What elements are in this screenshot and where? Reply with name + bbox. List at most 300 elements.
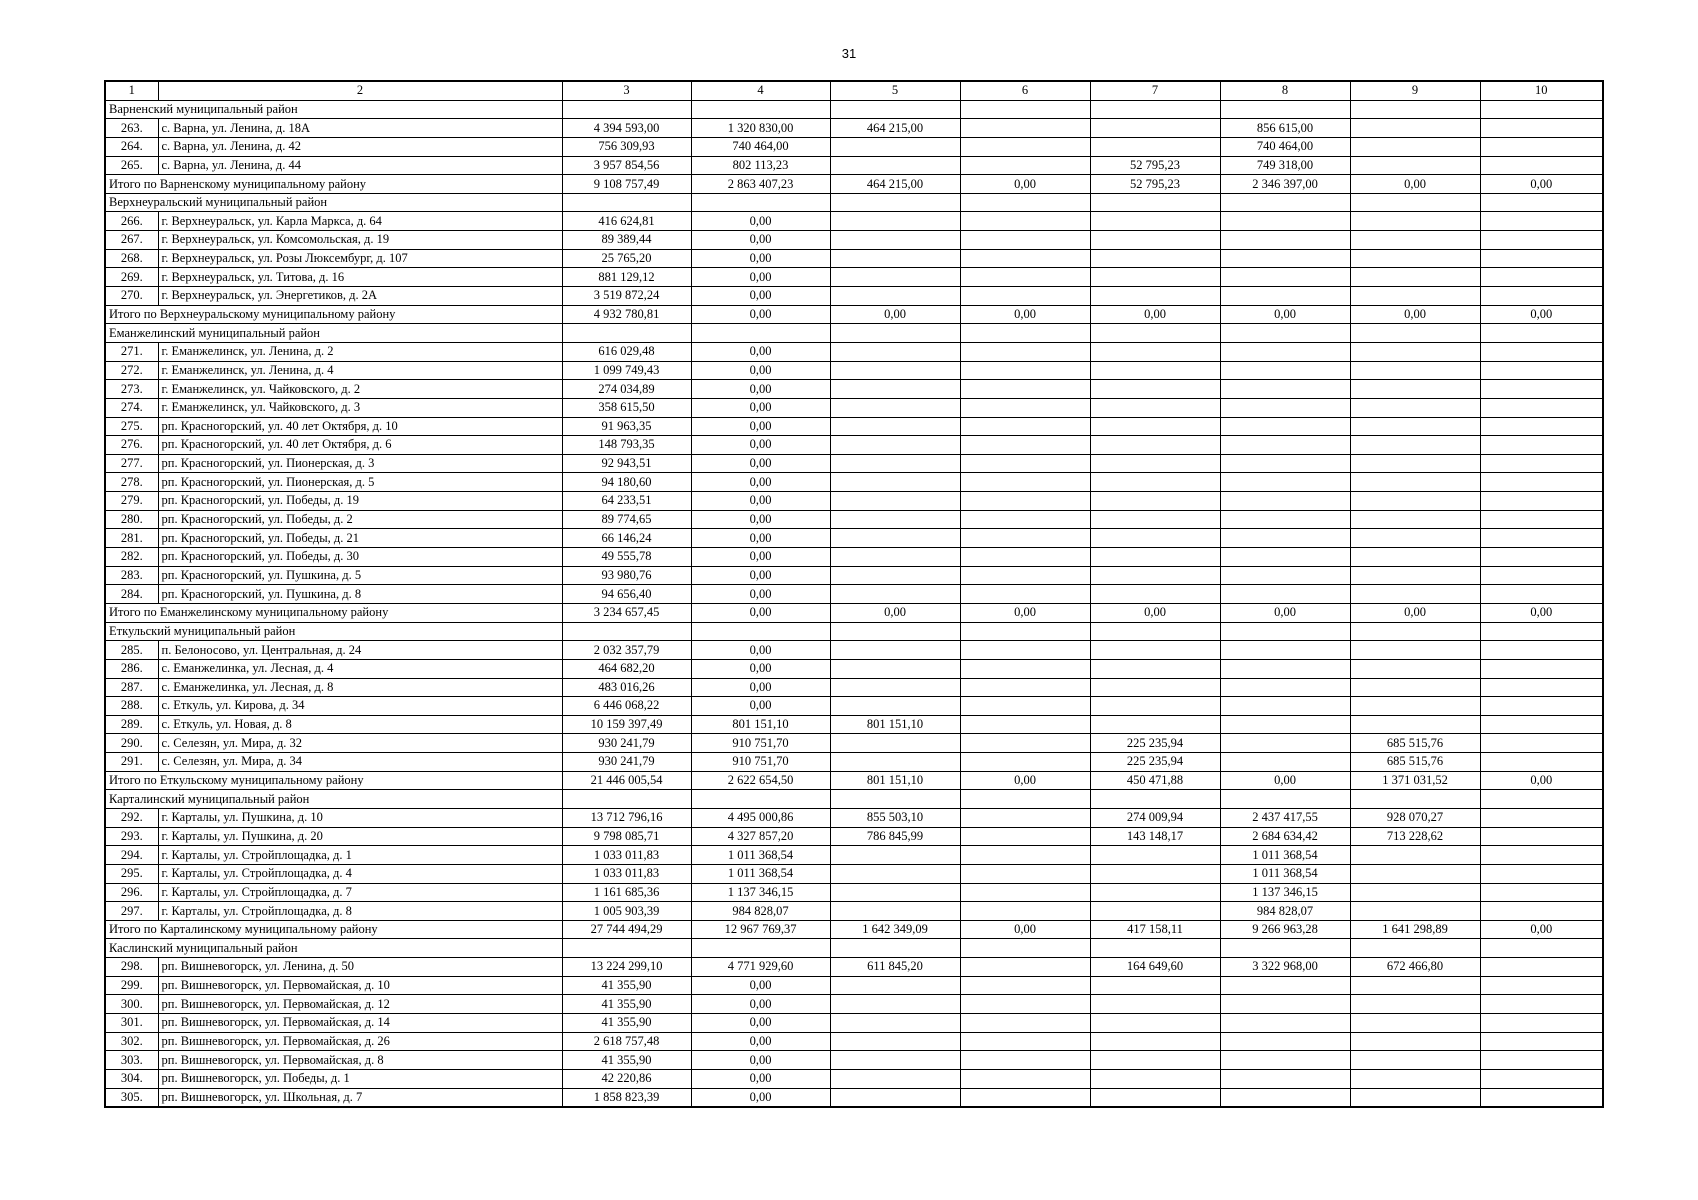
value-c8 [1220,548,1350,567]
address: с. Еткуль, ул. Новая, д. 8 [158,715,562,734]
total-value-c8: 0,00 [1220,771,1350,790]
empty-cell [960,324,1090,343]
value-c6 [960,995,1090,1014]
value-c7 [1090,510,1220,529]
value-c10 [1480,827,1603,846]
value-c8 [1220,436,1350,455]
value-c3: 1 099 749,43 [562,361,691,380]
total-value-c7: 417 158,11 [1090,920,1220,939]
total-label: Итого по Еманжелинскому муниципальному району [105,603,562,622]
value-c4: 0,00 [691,231,830,250]
value-c7 [1090,659,1220,678]
row-number: 282. [105,548,158,567]
row-number: 264. [105,137,158,156]
value-c10 [1480,715,1603,734]
value-c10 [1480,249,1603,268]
total-value-c9: 0,00 [1350,305,1480,324]
value-c9 [1350,380,1480,399]
address: рп. Красногорский, ул. Победы, д. 2 [158,510,562,529]
value-c7 [1090,287,1220,306]
address: г. Верхнеуральск, ул. Комсомольская, д. 19 [158,231,562,250]
table-row [105,585,1603,604]
value-c6 [960,361,1090,380]
value-c5 [830,883,960,902]
value-c3: 41 355,90 [562,976,691,995]
value-c8 [1220,417,1350,436]
value-c6 [960,380,1090,399]
value-c10 [1480,380,1603,399]
empty-cell [960,939,1090,958]
value-c9 [1350,361,1480,380]
value-c8: 3 322 968,00 [1220,958,1350,977]
value-c9 [1350,212,1480,231]
table-row [105,976,1603,995]
value-c6 [960,1032,1090,1051]
address: п. Белоносово, ул. Центральная, д. 24 [158,641,562,660]
district-total-row [105,920,1603,939]
value-c3: 464 682,20 [562,659,691,678]
value-c4: 4 327 857,20 [691,827,830,846]
value-c9 [1350,1032,1480,1051]
empty-cell [960,193,1090,212]
empty-cell [1480,324,1603,343]
value-c8 [1220,1088,1350,1107]
value-c10 [1480,902,1603,921]
value-c9 [1350,846,1480,865]
row-number: 265. [105,156,158,175]
value-c5 [830,436,960,455]
value-c5 [830,137,960,156]
value-c8 [1220,753,1350,772]
district-total-row [105,305,1603,324]
value-c8: 2 437 417,55 [1220,808,1350,827]
value-c10 [1480,641,1603,660]
value-c5 [830,1014,960,1033]
value-c6 [960,883,1090,902]
empty-cell [562,622,691,641]
value-c10 [1480,1032,1603,1051]
value-c6 [960,137,1090,156]
district-header-row [105,790,1603,809]
value-c7 [1090,212,1220,231]
address: рп. Красногорский, ул. Победы, д. 19 [158,492,562,511]
value-c9 [1350,1014,1480,1033]
row-number: 296. [105,883,158,902]
address: рп. Вишневогорск, ул. Первомайская, д. 26 [158,1032,562,1051]
empty-cell [1090,790,1220,809]
value-c3: 92 943,51 [562,454,691,473]
value-c3: 41 355,90 [562,1014,691,1033]
row-number: 295. [105,864,158,883]
value-c4: 0,00 [691,585,830,604]
value-c6 [960,436,1090,455]
column-header: 6 [960,81,1090,100]
value-c4: 0,00 [691,342,830,361]
total-value-c8: 9 266 963,28 [1220,920,1350,939]
value-c8: 2 684 634,42 [1220,827,1350,846]
value-c8 [1220,1014,1350,1033]
value-c8 [1220,529,1350,548]
address: г. Карталы, ул. Пушкина, д. 20 [158,827,562,846]
value-c5 [830,156,960,175]
value-c3: 13 712 796,16 [562,808,691,827]
total-value-c9: 1 371 031,52 [1350,771,1480,790]
column-header: 2 [158,81,562,100]
value-c9: 672 466,80 [1350,958,1480,977]
address: г. Верхнеуральск, ул. Карла Маркса, д. 64 [158,212,562,231]
table-row [105,1069,1603,1088]
value-c10 [1480,566,1603,585]
value-c6 [960,212,1090,231]
total-value-c10: 0,00 [1480,920,1603,939]
address: г. Еманжелинск, ул. Чайковского, д. 2 [158,380,562,399]
value-c8 [1220,976,1350,995]
value-c7 [1090,902,1220,921]
total-value-c5: 0,00 [830,603,960,622]
table-row [105,1014,1603,1033]
value-c10 [1480,510,1603,529]
value-c5 [830,249,960,268]
total-value-c7: 0,00 [1090,305,1220,324]
total-value-c9: 0,00 [1350,175,1480,194]
empty-cell [562,100,691,119]
address: г. Еманжелинск, ул. Ленина, д. 2 [158,342,562,361]
value-c8 [1220,268,1350,287]
row-number: 285. [105,641,158,660]
table-row [105,231,1603,250]
value-c9 [1350,510,1480,529]
value-c8 [1220,995,1350,1014]
table-row [105,454,1603,473]
value-c3: 2 032 357,79 [562,641,691,660]
row-number: 272. [105,361,158,380]
address: г. Верхнеуральск, ул. Розы Люксембург, д. 107 [158,249,562,268]
value-c10 [1480,417,1603,436]
district-name: Карталинский муниципальный район [105,790,562,809]
value-c3: 1 858 823,39 [562,1088,691,1107]
value-c7 [1090,548,1220,567]
value-c10 [1480,398,1603,417]
value-c6 [960,734,1090,753]
row-number: 287. [105,678,158,697]
district-name: Каслинский муниципальный район [105,939,562,958]
row-number: 304. [105,1069,158,1088]
column-header: 3 [562,81,691,100]
value-c9 [1350,398,1480,417]
value-c9 [1350,659,1480,678]
value-c6 [960,697,1090,716]
table-row [105,417,1603,436]
value-c5 [830,473,960,492]
value-c9 [1350,231,1480,250]
empty-cell [830,790,960,809]
data-table [104,80,1604,1108]
value-c4: 0,00 [691,510,830,529]
table-row [105,958,1603,977]
address: рп. Красногорский, ул. Победы, д. 21 [158,529,562,548]
value-c5 [830,864,960,883]
empty-cell [562,324,691,343]
value-c5 [830,902,960,921]
value-c6 [960,548,1090,567]
value-c4: 740 464,00 [691,137,830,156]
value-c6 [960,976,1090,995]
address: рп. Красногорский, ул. Пушкина, д. 8 [158,585,562,604]
value-c8: 749 318,00 [1220,156,1350,175]
value-c4: 0,00 [691,566,830,585]
total-value-c6: 0,00 [960,771,1090,790]
value-c8 [1220,398,1350,417]
row-number: 284. [105,585,158,604]
value-c5 [830,585,960,604]
value-c7 [1090,715,1220,734]
value-c6 [960,827,1090,846]
value-c7 [1090,566,1220,585]
empty-cell [691,100,830,119]
value-c3: 1 033 011,83 [562,864,691,883]
value-c7 [1090,976,1220,995]
value-c9 [1350,715,1480,734]
table-row [105,659,1603,678]
value-c10 [1480,864,1603,883]
table-row [105,380,1603,399]
empty-cell [830,622,960,641]
value-c6 [960,715,1090,734]
empty-cell [1350,939,1480,958]
value-c8 [1220,715,1350,734]
value-c3: 10 159 397,49 [562,715,691,734]
value-c7 [1090,398,1220,417]
table-row [105,361,1603,380]
value-c5 [830,641,960,660]
district-total-row [105,603,1603,622]
row-number: 278. [105,473,158,492]
total-value-c10: 0,00 [1480,305,1603,324]
value-c8: 856 615,00 [1220,119,1350,138]
value-c9 [1350,864,1480,883]
empty-cell [1220,622,1350,641]
value-c7 [1090,864,1220,883]
value-c6 [960,156,1090,175]
table-body [105,81,1603,1107]
table-row [105,342,1603,361]
value-c7 [1090,1069,1220,1088]
value-c3: 1 005 903,39 [562,902,691,921]
value-c9 [1350,249,1480,268]
value-c4: 984 828,07 [691,902,830,921]
table-row [105,753,1603,772]
value-c5 [830,342,960,361]
value-c5 [830,492,960,511]
empty-cell [1090,939,1220,958]
value-c3: 2 618 757,48 [562,1032,691,1051]
value-c5: 786 845,99 [830,827,960,846]
empty-cell [691,193,830,212]
value-c4: 0,00 [691,417,830,436]
value-c3: 358 615,50 [562,398,691,417]
value-c7 [1090,1088,1220,1107]
value-c4: 0,00 [691,678,830,697]
value-c9 [1350,1051,1480,1070]
value-c9: 685 515,76 [1350,734,1480,753]
total-value-c5: 1 642 349,09 [830,920,960,939]
value-c5 [830,454,960,473]
value-c9 [1350,417,1480,436]
value-c4: 910 751,70 [691,753,830,772]
total-value-c8: 0,00 [1220,305,1350,324]
table-row [105,697,1603,716]
value-c6 [960,1014,1090,1033]
value-c8 [1220,342,1350,361]
value-c9 [1350,454,1480,473]
value-c7: 164 649,60 [1090,958,1220,977]
value-c4: 4 771 929,60 [691,958,830,977]
header-row [105,81,1603,100]
district-header-row [105,939,1603,958]
row-number: 302. [105,1032,158,1051]
row-number: 299. [105,976,158,995]
value-c10 [1480,156,1603,175]
value-c8 [1220,641,1350,660]
value-c9 [1350,473,1480,492]
value-c5: 855 503,10 [830,808,960,827]
row-number: 290. [105,734,158,753]
address: рп. Вишневогорск, ул. Первомайская, д. 14 [158,1014,562,1033]
total-value-c5: 801 151,10 [830,771,960,790]
page-number: 31 [841,46,857,61]
value-c7 [1090,268,1220,287]
total-value-c7: 52 795,23 [1090,175,1220,194]
value-c4: 0,00 [691,659,830,678]
column-header: 5 [830,81,960,100]
value-c10 [1480,846,1603,865]
empty-cell [960,790,1090,809]
value-c9 [1350,902,1480,921]
total-value-c3: 4 932 780,81 [562,305,691,324]
value-c6 [960,659,1090,678]
address: рп. Вишневогорск, ул. Первомайская, д. 10 [158,976,562,995]
table-row [105,678,1603,697]
total-value-c8: 2 346 397,00 [1220,175,1350,194]
value-c10 [1480,119,1603,138]
total-value-c6: 0,00 [960,920,1090,939]
value-c10 [1480,268,1603,287]
value-c9 [1350,548,1480,567]
row-number: 274. [105,398,158,417]
value-c10 [1480,548,1603,567]
value-c3: 616 029,48 [562,342,691,361]
value-c3: 3 957 854,56 [562,156,691,175]
district-total-row [105,175,1603,194]
table-row [105,808,1603,827]
total-value-c7: 450 471,88 [1090,771,1220,790]
total-value-c10: 0,00 [1480,175,1603,194]
value-c9 [1350,119,1480,138]
value-c6 [960,846,1090,865]
value-c3: 483 016,26 [562,678,691,697]
row-number: 303. [105,1051,158,1070]
total-value-c7: 0,00 [1090,603,1220,622]
address: рп. Красногорский, ул. Пионерская, д. 3 [158,454,562,473]
empty-cell [1480,622,1603,641]
value-c6 [960,678,1090,697]
empty-cell [562,939,691,958]
address: г. Еманжелинск, ул. Чайковского, д. 3 [158,398,562,417]
value-c5: 464 215,00 [830,119,960,138]
address: г. Карталы, ул. Стройплощадка, д. 8 [158,902,562,921]
value-c9 [1350,436,1480,455]
value-c10 [1480,697,1603,716]
value-c8: 984 828,07 [1220,902,1350,921]
value-c7 [1090,454,1220,473]
empty-cell [1090,622,1220,641]
value-c5 [830,529,960,548]
total-value-c10: 0,00 [1480,771,1603,790]
value-c7 [1090,436,1220,455]
value-c4: 0,00 [691,268,830,287]
value-c6 [960,902,1090,921]
value-c3: 1 033 011,83 [562,846,691,865]
value-c8 [1220,212,1350,231]
value-c5 [830,380,960,399]
total-value-c9: 1 641 298,89 [1350,920,1480,939]
empty-cell [1220,324,1350,343]
row-number: 294. [105,846,158,865]
value-c8 [1220,659,1350,678]
value-c9 [1350,1088,1480,1107]
value-c7 [1090,585,1220,604]
address: г. Карталы, ул. Пушкина, д. 10 [158,808,562,827]
total-label: Итого по Варненскому муниципальному району [105,175,562,194]
value-c5: 611 845,20 [830,958,960,977]
value-c10 [1480,883,1603,902]
table-row [105,473,1603,492]
value-c10 [1480,585,1603,604]
value-c7 [1090,678,1220,697]
value-c5 [830,566,960,585]
row-number: 280. [105,510,158,529]
value-c7: 52 795,23 [1090,156,1220,175]
value-c8 [1220,231,1350,250]
value-c4: 0,00 [691,1069,830,1088]
table-row [105,995,1603,1014]
row-number: 271. [105,342,158,361]
row-number: 275. [105,417,158,436]
value-c3: 42 220,86 [562,1069,691,1088]
empty-cell [691,324,830,343]
value-c3: 756 309,93 [562,137,691,156]
value-c6 [960,566,1090,585]
total-value-c3: 9 108 757,49 [562,175,691,194]
value-c4: 0,00 [691,454,830,473]
value-c3: 41 355,90 [562,995,691,1014]
address: рп. Красногорский, ул. Победы, д. 30 [158,548,562,567]
value-c3: 416 624,81 [562,212,691,231]
value-c8 [1220,1051,1350,1070]
value-c5 [830,697,960,716]
row-number: 288. [105,697,158,716]
value-c4: 0,00 [691,436,830,455]
value-c8: 1 011 368,54 [1220,864,1350,883]
total-value-c4: 0,00 [691,305,830,324]
total-value-c4: 0,00 [691,603,830,622]
address: рп. Красногорский, ул. 40 лет Октября, д. 6 [158,436,562,455]
value-c7 [1090,1051,1220,1070]
value-c4: 1 137 346,15 [691,883,830,902]
value-c5 [830,995,960,1014]
table-row [105,249,1603,268]
empty-cell [1090,193,1220,212]
